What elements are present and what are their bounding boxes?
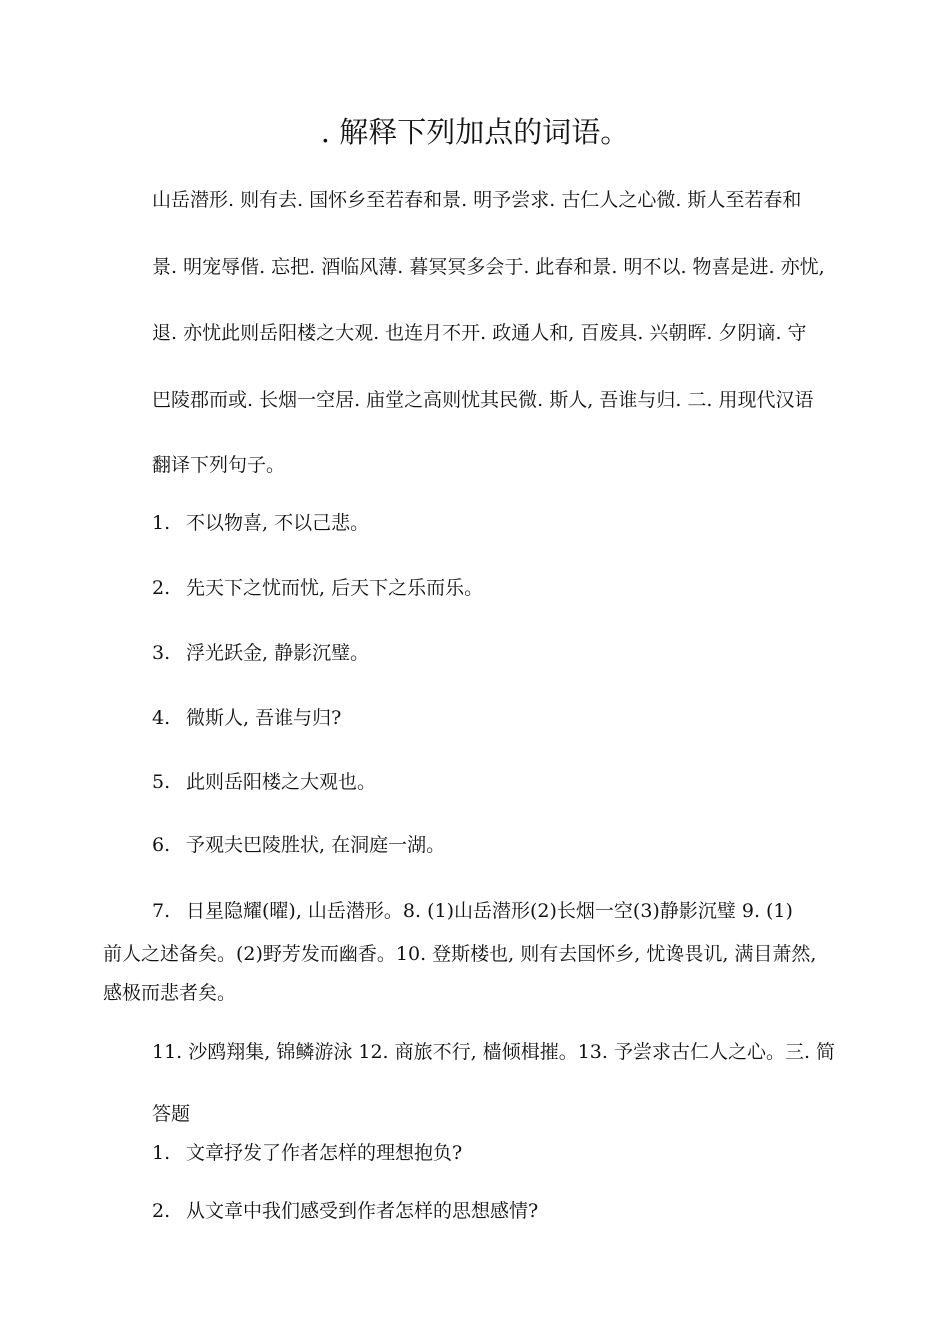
question-item [152, 1198, 538, 1224]
item-text: 从文章中我们感受到作者怎样的思想感情? [186, 1200, 539, 1222]
item-number: 5. [152, 771, 171, 793]
item-number: 6. [152, 834, 171, 856]
translation-item [152, 510, 369, 536]
translation-item [152, 898, 793, 924]
page-title: . 解释下列加点的词语。 [320, 115, 630, 149]
paragraph-line: 退. 亦忧此则岳阳楼之大观. 也连月不开. 政通人和, 百废具. 兴朝晖. 夕阴谪. 守 [152, 322, 807, 344]
item-text: 日星隐耀(曜), 山岳潜形。8. (1)山岳潜形(2)长烟一空(3)静影沉璧 9. (1) [186, 900, 793, 922]
item-number: 7. [152, 900, 171, 922]
item-number: 1. [152, 512, 171, 534]
paragraph-line: 山岳潜形. 则有去. 国怀乡至若春和景. 明予尝求. 古仁人之心微. 斯人至若春和 [152, 189, 802, 211]
answer-line-11: 11. 沙鸥翔集, 锦鳞游泳 12. 商旅不行, 樯倾楫摧。13. 予尝求古仁人之心。三. 简 [152, 1041, 836, 1063]
translation-item [152, 575, 483, 601]
item-text: 不以物喜, 不以己悲。 [186, 512, 370, 534]
paragraph-line: 巴陵郡而或. 长烟一空居. 庙堂之高则忧其民微. 斯人, 吾谁与归. 二. 用现代汉语 [152, 389, 814, 411]
item-number: 2. [152, 1200, 171, 1222]
item-text: 先天下之忧而忧, 后天下之乐而乐。 [186, 577, 484, 599]
item-text: 予观夫巴陵胜状, 在洞庭一湖。 [186, 834, 446, 856]
item-text: 微斯人, 吾谁与归? [186, 707, 342, 729]
item-text: 浮光跃金, 静影沉璧。 [186, 642, 370, 664]
translation-item [152, 705, 341, 731]
item-number: 1. [152, 1142, 171, 1164]
section-three-heading: 答题 [152, 1103, 191, 1125]
translation-item [152, 832, 445, 858]
translation-item [152, 769, 376, 795]
item-number: 3. [152, 642, 171, 664]
item-number: 4. [152, 707, 171, 729]
item-number: 2. [152, 577, 171, 599]
answer-continuation-line: 前人之述备矣。(2)野芳发而幽香。10. 登斯楼也, 则有去国怀乡, 忧谗畏讥, 满目萧然, [103, 943, 817, 965]
question-item [152, 1140, 462, 1166]
item-text: 文章抒发了作者怎样的理想抱负? [186, 1142, 463, 1164]
paragraph-line: 景. 明宠辱偕. 忘把. 酒临风薄. 暮冥冥多会于. 此春和景. 明不以. 物喜是进. 亦忧, [152, 256, 825, 278]
item-text: 此则岳阳楼之大观也。 [186, 771, 377, 793]
answer-continuation-line: 感极而悲者矣。 [103, 982, 237, 1004]
paragraph-line: 翻译下列句子。 [152, 454, 286, 476]
translation-item [152, 640, 369, 666]
